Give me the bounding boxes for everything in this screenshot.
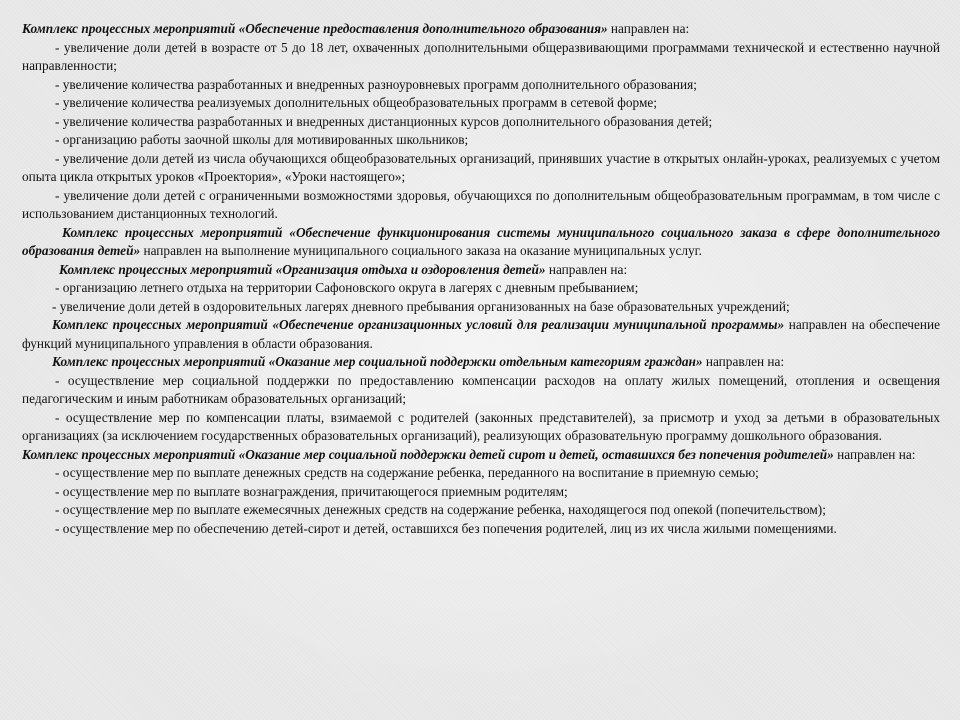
list-item: - увеличение количества разработанных и внедренных дистанционных курсов дополнительного образования детей; [55,113,713,129]
list-item: - увеличение количества разработанных и внедренных разноуровневых программ дополнительного образования; [55,76,697,92]
list-item: - увеличение доли детей из числа обучающихся общеобразовательных организаций, принявших участие в открытых онлайн-уроках, реализуемых с учетом опыта цикла открытых уроков «Проектория», «Уроки настоящего»; [22,150,940,184]
list-item: - увеличение доли детей в оздоровительных лагерях дневного пребывания организованных на базе образовательных учреждений; [52,298,790,314]
document-page [22,20,940,710]
list-item: - осуществление мер по выплате ежемесячных денежных средств на содержание ребенка, находящегося под опекой (попечительством); [55,502,826,517]
list-item: - осуществление мер по выплате денежных средств на содержание ребенка, переданного на воспитание в приемную семью; [55,465,759,480]
section-heading [22,446,940,465]
section-suffix: направлен на обеспечение функций муниципального управления в области образования. [22,317,940,351]
list-item: - увеличение доли детей с ограниченными возможностями здоровья, обучающихся по дополнительным общеобразовательным программам, в том числе с использованием дистанционных технологий. [22,187,940,221]
list-item: - увеличение количества реализуемых дополнительных общеобразовательных программ в сетевой форме; [55,95,658,110]
list-item: - осуществление мер по обеспечению детей-сирот и детей, оставшихся без попечения родителей, лиц из их числа жилыми помещениями. [55,520,837,536]
list-item: - организацию работы заочной школы для мотивированных школьников; [55,132,469,147]
section-heading [22,261,940,280]
list-item: - осуществление мер по компенсации платы, взимаемой с родителей (законных представителей), за присмотр и уход за детьми в образовательных организациях (за исключением государственных образовательных организаций), реализующих образовательную программу дошкольного образования. [22,409,940,443]
section-heading [22,224,940,261]
section-heading [22,316,940,353]
section-suffix: направлен на: [545,261,628,277]
list-item: - организацию летнего отдыха на территории Сафоновского округа в лагерях с дневным пребыванием; [55,280,639,295]
section-suffix: направлен на: [702,354,785,369]
section-title: Комплекс процессных мероприятий «Обеспечение функционирования системы муниципального социального заказа в сфере дополнительного образования детей» [22,224,940,258]
section-heading [22,353,940,372]
list-item: - увеличение доли детей в возрасте от 5 до 18 лет, охваченных дополнительными общеразвивающими программами технической и естественно научной направленности; [22,39,940,73]
section-suffix: направлен на: [833,446,916,462]
list-item: - осуществление мер социальной поддержки по предоставлению компенсации расходов на оплату жилых помещений, отопления и освещения педагогическим и иным работникам образовательных организаций; [22,372,940,406]
section-heading [22,20,940,39]
section-title: Комплекс процессных мероприятий «Оказание мер социальной поддержки отдельным категориям граждан» [52,354,703,369]
section-title: Комплекс процессных мероприятий «Организация отдыха и оздоровления детей» [59,261,546,277]
section-title: Комплекс процессных мероприятий «Оказание мер социальной поддержки детей сирот и детей, оставшихся без попечения родителей» [22,446,834,462]
section-suffix: направлен на: [607,21,690,36]
section-title: Комплекс процессных мероприятий «Обеспечение предоставления дополнительного образования» [22,21,608,36]
section-title: Комплекс процессных мероприятий «Обеспечение организационных условий для реализации муниципальной программы» [52,317,785,332]
section-suffix: направлен на выполнение муниципального социального заказа на оказание муниципальных услуг. [140,243,702,258]
list-item: - осуществление мер по выплате вознаграждения, причитающегося приемным родителям; [55,483,568,499]
